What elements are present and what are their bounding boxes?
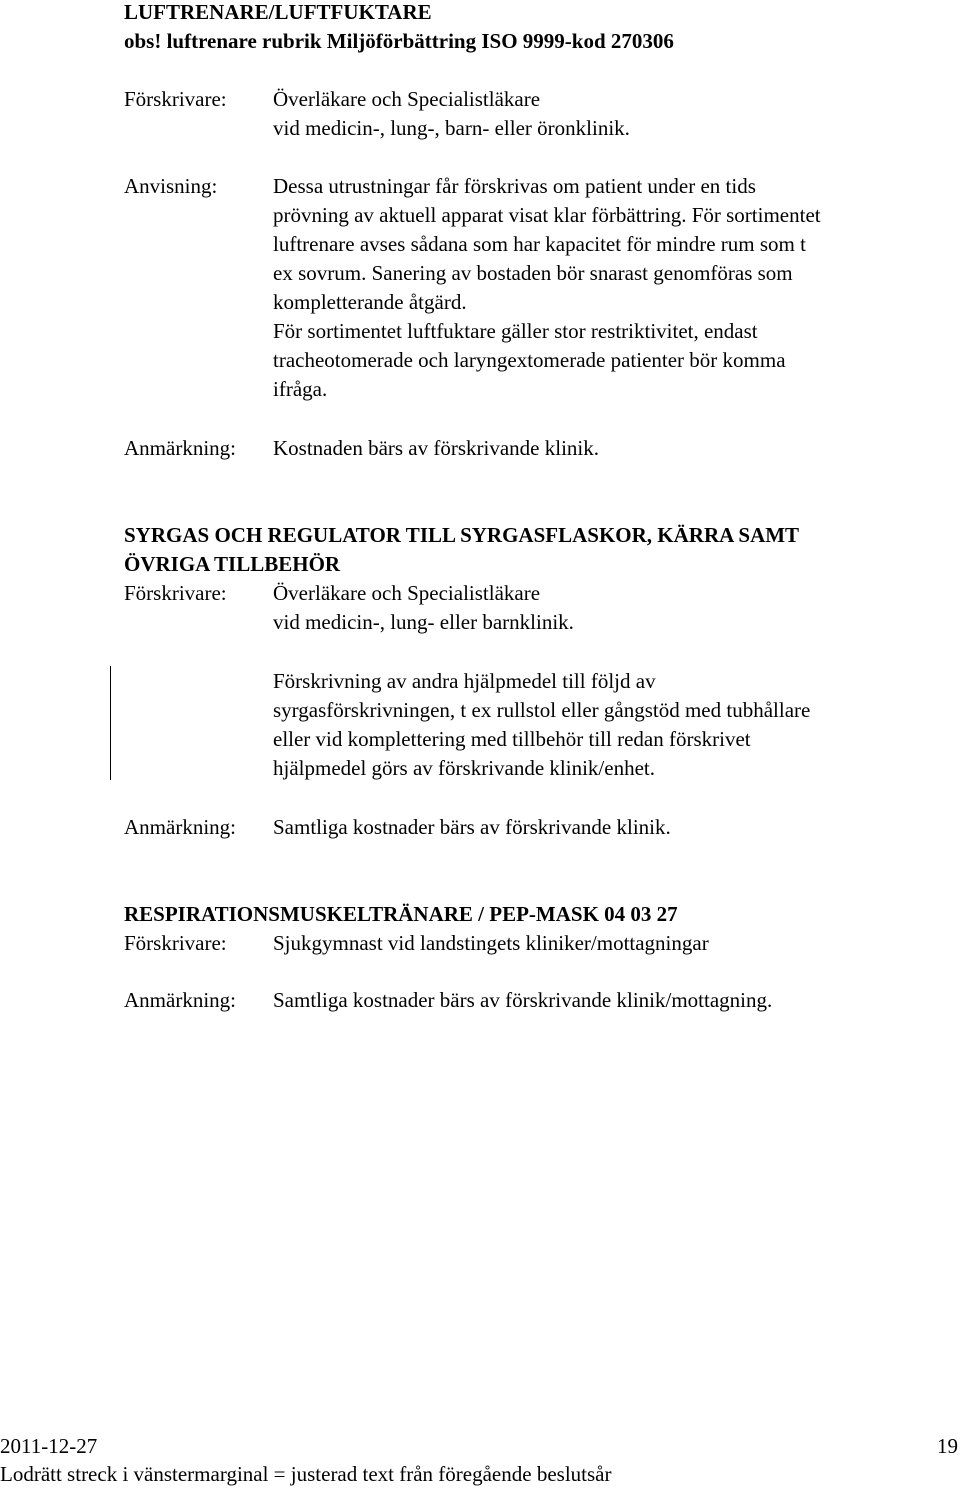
section-title-syrgas-continued: ÖVRIGA TILLBEHÖR	[124, 552, 341, 576]
instruction-line: För sortimentet luftfuktare gäller stor restriktivitet, endast	[273, 319, 758, 343]
note-line: Förskrivning av andra hjälpmedel till följd av	[273, 669, 656, 693]
prescriber-line: vid medicin-, lung-, barn- eller öronklinik.	[273, 116, 630, 140]
revision-margin-bar	[110, 666, 111, 780]
remark-label: Anmärkning:	[124, 988, 236, 1012]
section-title-syrgas: SYRGAS OCH REGULATOR TILL SYRGASFLASKOR, KÄRRA SAMT	[124, 523, 800, 547]
footer-date: 2011-12-27	[0, 1434, 98, 1458]
instruction-line: ex sovrum. Sanering av bostaden bör snarast genomföras som	[273, 261, 793, 285]
instruction-line: ifråga.	[273, 377, 328, 401]
instruction-line: kompletterande åtgärd.	[273, 290, 467, 314]
remark-text: Samtliga kostnader bärs av förskrivande klinik/mottagning.	[273, 988, 773, 1012]
instruction-line: prövning av aktuell apparat visat klar förbättring. För sortimentet	[273, 203, 821, 227]
remark-text: Kostnaden bärs av förskrivande klinik.	[273, 436, 600, 460]
remark-label: Anmärkning:	[124, 436, 236, 460]
section-title-respiration: RESPIRATIONSMUSKELTRÄNARE / PEP-MASK 04 03 27	[124, 902, 678, 926]
remark-label: Anmärkning:	[124, 815, 236, 839]
note-line: syrgasförskrivningen, t ex rullstol eller gångstöd med tubhållare	[273, 698, 811, 722]
section-subtitle-iso-code: obs! luftrenare rubrik Miljöförbättring ISO 9999-kod 270306	[124, 29, 674, 53]
note-line: eller vid komplettering med tillbehör till redan förskrivet	[273, 727, 751, 751]
instruction-line: tracheotomerade och laryngextomerade patienter bör komma	[273, 348, 786, 372]
prescriber-label: Förskrivare:	[124, 931, 227, 955]
prescriber-line: vid medicin-, lung- eller barnklinik.	[273, 610, 574, 634]
prescriber-line: Överläkare och Specialistläkare	[273, 581, 541, 605]
prescriber-text: Sjukgymnast vid landstingets kliniker/mottagningar	[273, 931, 709, 955]
prescriber-line: Överläkare och Specialistläkare	[273, 87, 541, 111]
prescriber-label: Förskrivare:	[124, 581, 227, 605]
instruction-line: Dessa utrustningar får förskrivas om patient under en tids	[273, 174, 756, 198]
remark-text: Samtliga kostnader bärs av förskrivande klinik.	[273, 815, 671, 839]
instruction-label: Anvisning:	[124, 174, 218, 198]
footer-legend: Lodrätt streck i vänstermarginal = justerad text från föregående beslutsår	[0, 1462, 612, 1486]
instruction-line: luftrenare avses sådana som har kapacitet för mindre rum som t	[273, 232, 806, 256]
section-title-luftrenare: LUFTRENARE/LUFTFUKTARE	[124, 0, 432, 24]
prescriber-label: Förskrivare:	[124, 87, 227, 111]
note-line: hjälpmedel görs av förskrivande klinik/enhet.	[273, 756, 655, 780]
page-number: 19	[937, 1434, 958, 1458]
